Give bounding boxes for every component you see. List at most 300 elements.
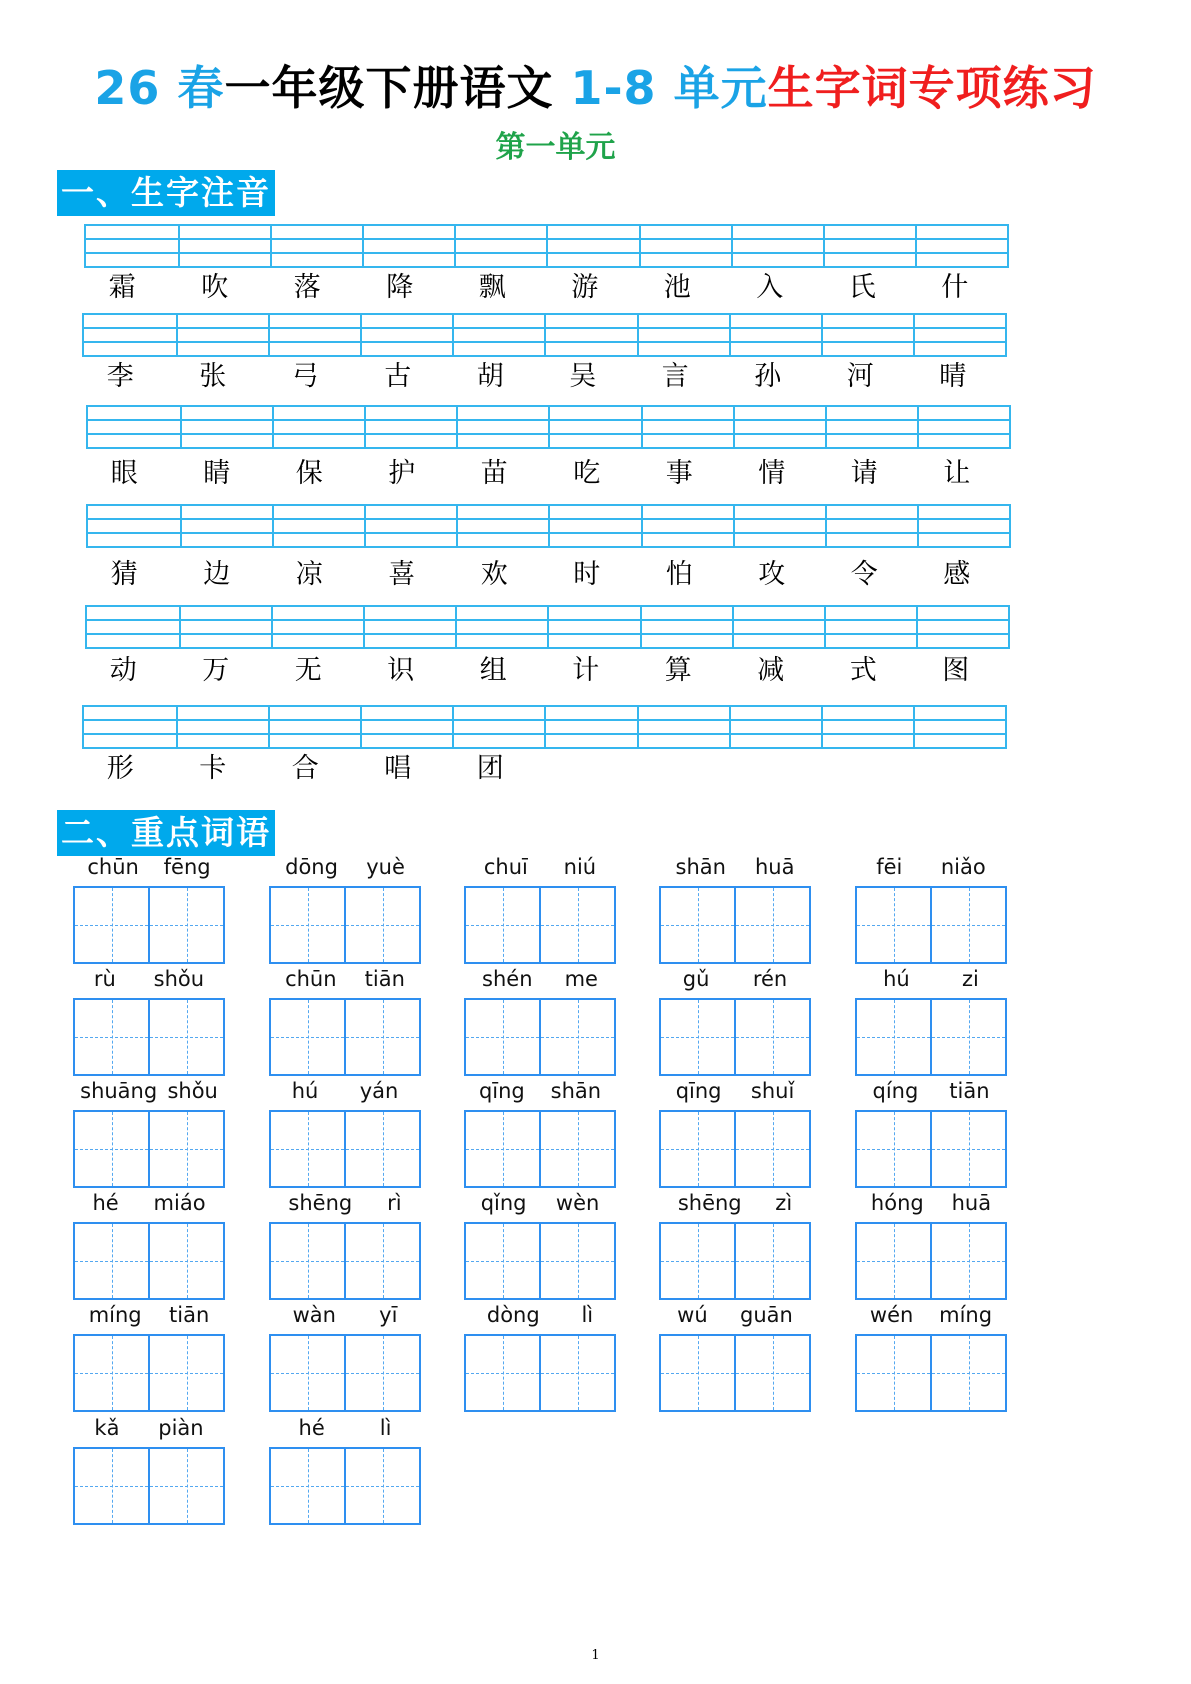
pinyin-cell[interactable]	[180, 506, 272, 546]
tianzige-box[interactable]	[73, 1334, 225, 1412]
tianzige-square[interactable]	[932, 886, 1007, 964]
pinyin-cell[interactable]	[548, 407, 640, 447]
tianzige-square[interactable]	[346, 1222, 421, 1300]
character: 古	[384, 361, 412, 392]
tianzige-square[interactable]	[73, 998, 150, 1076]
pinyin-cell[interactable]	[637, 707, 729, 747]
pinyin-cell[interactable]	[729, 315, 821, 355]
word-item	[659, 1076, 811, 1188]
tianzige-square[interactable]	[464, 1334, 541, 1412]
pinyin-syllable: hé	[92, 1191, 119, 1215]
pinyin-cell[interactable]	[180, 407, 272, 447]
pinyin-cell[interactable]	[733, 506, 825, 546]
pinyin-cell[interactable]	[360, 707, 452, 747]
tianzige-square[interactable]	[346, 1447, 421, 1525]
tianzige-square[interactable]	[464, 1222, 541, 1300]
word-pinyin	[464, 1076, 616, 1106]
pinyin-cell[interactable]	[637, 315, 729, 355]
pinyin-syllable: fēng	[163, 855, 211, 879]
character: 凉	[295, 559, 323, 590]
pinyin-cell[interactable]	[179, 607, 271, 647]
pinyin-cell[interactable]	[913, 315, 1005, 355]
tianzige-box[interactable]	[269, 1447, 421, 1525]
pinyin-cell[interactable]	[456, 506, 548, 546]
pinyin-writing-grid[interactable]	[82, 705, 1007, 749]
word-item	[269, 1076, 421, 1188]
tianzige-square[interactable]	[269, 998, 346, 1076]
pinyin-cell[interactable]	[639, 226, 731, 266]
pinyin-writing-grid[interactable]	[84, 224, 1009, 268]
character: 令	[850, 559, 878, 590]
character: 计	[572, 655, 600, 686]
tianzige-square[interactable]	[73, 1110, 150, 1188]
word-item	[269, 1300, 421, 1412]
pinyin-writing-grid[interactable]	[86, 405, 1011, 449]
tianzige-box[interactable]	[659, 1110, 811, 1188]
tianzige-box[interactable]	[73, 998, 225, 1076]
tianzige-square[interactable]	[932, 1110, 1007, 1188]
tianzige-square[interactable]	[736, 1334, 811, 1412]
pinyin-syllable: wén	[869, 1303, 914, 1327]
character: 怕	[665, 559, 693, 590]
pinyin-cell[interactable]	[825, 407, 917, 447]
tianzige-box[interactable]	[855, 886, 1007, 964]
word-item	[855, 964, 1007, 1076]
pinyin-writing-grid[interactable]	[85, 605, 1010, 649]
character: 团	[476, 753, 504, 784]
tianzige-square[interactable]	[150, 1222, 225, 1300]
pinyin-syllable: zi	[962, 967, 979, 991]
pinyin-syllable: dōng	[285, 855, 338, 879]
pinyin-syllable: rù	[93, 967, 116, 991]
pinyin-syllable: rì	[387, 1191, 402, 1215]
pinyin-cell[interactable]	[272, 407, 364, 447]
character: 识	[387, 655, 415, 686]
pinyin-cell[interactable]	[641, 506, 733, 546]
pinyin-cell[interactable]	[364, 506, 456, 546]
pinyin-syllable: qīng	[478, 1079, 525, 1103]
pinyin-syllable: qīng	[675, 1079, 722, 1103]
tianzige-square[interactable]	[855, 1222, 932, 1300]
word-pinyin	[269, 1076, 421, 1106]
pinyin-writing-grid[interactable]	[82, 313, 1007, 357]
word-item	[659, 1300, 811, 1412]
pinyin-cell[interactable]	[546, 226, 638, 266]
pinyin-cell[interactable]	[547, 607, 639, 647]
tianzige-square[interactable]	[269, 1222, 346, 1300]
pinyin-syllable: qíng	[872, 1079, 919, 1103]
pinyin-syllable: gǔ	[682, 967, 710, 991]
tianzige-square[interactable]	[269, 886, 346, 964]
word-pinyin	[269, 852, 421, 882]
tianzige-square[interactable]	[736, 1222, 811, 1300]
title-part: 26 春	[94, 61, 225, 115]
character: 孙	[754, 361, 782, 392]
word-pinyin	[73, 1300, 225, 1330]
pinyin-cell[interactable]	[821, 315, 913, 355]
tianzige-box[interactable]	[73, 1110, 225, 1188]
tianzige-square[interactable]	[659, 886, 736, 964]
word-pinyin	[659, 1188, 811, 1218]
page-number: 1	[591, 1648, 600, 1663]
character: 减	[757, 655, 785, 686]
word-item	[73, 1300, 225, 1412]
tianzige-square[interactable]	[464, 998, 541, 1076]
tianzige-box[interactable]	[269, 1334, 421, 1412]
pinyin-syllable: míng	[88, 1303, 142, 1327]
word-item	[73, 852, 225, 964]
word-pinyin	[269, 1413, 421, 1443]
tianzige-box[interactable]	[855, 1334, 1007, 1412]
word-item	[269, 964, 421, 1076]
pinyin-syllable: chuī	[483, 855, 528, 879]
tianzige-square[interactable]	[855, 998, 932, 1076]
tianzige-box[interactable]	[269, 998, 421, 1076]
character-row	[78, 454, 1003, 494]
tianzige-square[interactable]	[541, 998, 616, 1076]
pinyin-cell[interactable]	[917, 506, 1009, 546]
tianzige-square[interactable]	[541, 1110, 616, 1188]
tianzige-box[interactable]	[659, 886, 811, 964]
word-item	[464, 1188, 616, 1300]
pinyin-cell[interactable]	[452, 707, 544, 747]
pinyin-cell[interactable]	[915, 226, 1007, 266]
character: 眼	[110, 458, 138, 489]
pinyin-syllable: rén	[752, 967, 788, 991]
pinyin-cell[interactable]	[360, 315, 452, 355]
pinyin-cell[interactable]	[454, 226, 546, 266]
character: 万	[202, 655, 230, 686]
character-row	[74, 357, 999, 397]
pinyin-syllable: hú	[291, 1079, 319, 1103]
pinyin-syllable: tiān	[169, 1303, 210, 1327]
pinyin-syllable: wú	[677, 1303, 708, 1327]
tianzige-box[interactable]	[855, 1110, 1007, 1188]
character	[629, 749, 722, 789]
pinyin-cell[interactable]	[452, 315, 544, 355]
character-row	[78, 555, 1003, 595]
word-item	[659, 964, 811, 1076]
character: 猜	[110, 559, 138, 590]
character: 事	[665, 458, 693, 489]
pinyin-syllable: shēng	[288, 1191, 353, 1215]
tianzige-box[interactable]	[73, 1222, 225, 1300]
character: 飘	[478, 272, 506, 303]
title-part: 生字词专项练习	[767, 61, 1097, 115]
pinyin-syllable: shén	[482, 967, 533, 991]
pinyin-syllable: tiān	[364, 967, 405, 991]
character: 保	[295, 458, 323, 489]
pinyin-cell[interactable]	[640, 607, 732, 647]
tianzige-square[interactable]	[855, 886, 932, 964]
pinyin-cell[interactable]	[823, 226, 915, 266]
pinyin-cell[interactable]	[913, 707, 1005, 747]
pinyin-syllable: míng	[939, 1303, 993, 1327]
pinyin-cell[interactable]	[176, 707, 268, 747]
tianzige-box[interactable]	[659, 1222, 811, 1300]
tianzige-square[interactable]	[659, 1222, 736, 1300]
pinyin-cell[interactable]	[548, 506, 640, 546]
tianzige-square[interactable]	[855, 1110, 932, 1188]
title-part: 1-8 单元	[570, 61, 768, 115]
tianzige-square[interactable]	[346, 1334, 421, 1412]
tianzige-square[interactable]	[541, 1334, 616, 1412]
character: 欢	[480, 559, 508, 590]
pinyin-cell[interactable]	[268, 707, 360, 747]
character-row	[77, 651, 1002, 691]
pinyin-syllable: hú	[883, 967, 910, 991]
pinyin-syllable: tiān	[949, 1079, 990, 1103]
pinyin-syllable: shān	[550, 1079, 602, 1103]
pinyin-cell[interactable]	[178, 226, 270, 266]
character: 吹	[201, 272, 229, 303]
character: 落	[293, 272, 321, 303]
tianzige-square[interactable]	[73, 886, 150, 964]
word-pinyin	[464, 964, 616, 994]
tianzige-square[interactable]	[269, 1334, 346, 1412]
pinyin-writing-grid[interactable]	[86, 504, 1011, 548]
tianzige-square[interactable]	[464, 1110, 541, 1188]
character: 言	[661, 361, 689, 392]
tianzige-square[interactable]	[932, 1222, 1007, 1300]
tianzige-square[interactable]	[73, 1222, 150, 1300]
character: 情	[758, 458, 786, 489]
tianzige-box[interactable]	[269, 1110, 421, 1188]
pinyin-syllable: fēi	[876, 855, 903, 879]
pinyin-syllable: hóng	[870, 1191, 924, 1215]
character: 张	[199, 361, 227, 392]
word-item	[659, 852, 811, 964]
pinyin-syllable: huā	[951, 1191, 992, 1215]
word-pinyin	[464, 1300, 616, 1330]
character: 感	[943, 559, 971, 590]
character: 让	[943, 458, 971, 489]
pinyin-syllable: huā	[754, 855, 795, 879]
tianzige-square[interactable]	[346, 1110, 421, 1188]
pinyin-syllable: chūn	[285, 967, 337, 991]
tianzige-box[interactable]	[464, 1110, 616, 1188]
tianzige-box[interactable]	[269, 886, 421, 964]
pinyin-syllable: wèn	[555, 1191, 600, 1215]
character: 无	[294, 655, 322, 686]
pinyin-syllable: shǒu	[167, 1079, 218, 1103]
pinyin-syllable: me	[564, 967, 598, 991]
character: 苗	[480, 458, 508, 489]
tianzige-box[interactable]	[855, 998, 1007, 1076]
word-item	[855, 1300, 1007, 1412]
pinyin-syllable: piàn	[158, 1416, 204, 1440]
word-pinyin	[73, 1188, 225, 1218]
tianzige-square[interactable]	[736, 1110, 811, 1188]
word-pinyin	[73, 1076, 225, 1106]
pinyin-cell[interactable]	[272, 506, 364, 546]
character: 睛	[203, 458, 231, 489]
word-pinyin	[855, 1300, 1007, 1330]
pinyin-cell[interactable]	[544, 707, 636, 747]
word-item	[464, 964, 616, 1076]
tianzige-box[interactable]	[464, 998, 616, 1076]
tianzige-square[interactable]	[932, 998, 1007, 1076]
pinyin-syllable: wàn	[292, 1303, 336, 1327]
pinyin-cell[interactable]	[733, 407, 825, 447]
character: 攻	[758, 559, 786, 590]
word-pinyin	[855, 852, 1007, 882]
word-item	[464, 852, 616, 964]
tianzige-box[interactable]	[659, 998, 811, 1076]
character	[814, 749, 907, 789]
word-pinyin	[855, 964, 1007, 994]
pinyin-cell[interactable]	[88, 407, 180, 447]
tianzige-box[interactable]	[464, 1222, 616, 1300]
word-item	[659, 1188, 811, 1300]
character: 卡	[199, 753, 227, 784]
character: 唱	[384, 753, 412, 784]
pinyin-syllable: zì	[775, 1191, 793, 1215]
tianzige-square[interactable]	[346, 886, 421, 964]
word-pinyin	[269, 1188, 421, 1218]
pinyin-syllable: lì	[581, 1303, 594, 1327]
tianzige-box[interactable]	[269, 1222, 421, 1300]
character: 降	[386, 272, 414, 303]
tianzige-square[interactable]	[855, 1334, 932, 1412]
word-pinyin	[659, 1076, 811, 1106]
tianzige-square[interactable]	[541, 1222, 616, 1300]
word-pinyin	[73, 1413, 225, 1443]
pinyin-syllable: miáo	[153, 1191, 206, 1215]
pinyin-syllable: shǒu	[153, 967, 205, 991]
pinyin-cell[interactable]	[364, 407, 456, 447]
character: 李	[106, 361, 134, 392]
pinyin-cell[interactable]	[824, 607, 916, 647]
tianzige-square[interactable]	[932, 1334, 1007, 1412]
character: 氏	[848, 272, 876, 303]
character-row	[74, 749, 999, 789]
tianzige-square[interactable]	[736, 998, 811, 1076]
tianzige-box[interactable]	[464, 1334, 616, 1412]
pinyin-syllable: shuǐ	[750, 1079, 795, 1103]
pinyin-cell[interactable]	[362, 226, 454, 266]
pinyin-cell[interactable]	[641, 407, 733, 447]
tianzige-square[interactable]	[150, 998, 225, 1076]
pinyin-cell[interactable]	[732, 607, 824, 647]
pinyin-cell[interactable]	[87, 607, 179, 647]
pinyin-cell[interactable]	[544, 315, 636, 355]
section-heading-pinyin: 一、生字注音	[57, 170, 275, 216]
tianzige-square[interactable]	[659, 1334, 736, 1412]
word-item	[269, 1188, 421, 1300]
word-item	[855, 852, 1007, 964]
word-pinyin	[269, 1300, 421, 1330]
character: 什	[941, 272, 969, 303]
pinyin-syllable: shuāng	[80, 1079, 158, 1103]
pinyin-syllable: yán	[359, 1079, 399, 1103]
pinyin-syllable: guān	[739, 1303, 793, 1327]
pinyin-syllable: dòng	[486, 1303, 540, 1327]
pinyin-cell[interactable]	[270, 226, 362, 266]
tianzige-box[interactable]	[464, 886, 616, 964]
tianzige-square[interactable]	[73, 1334, 150, 1412]
character: 组	[479, 655, 507, 686]
pinyin-cell[interactable]	[917, 407, 1009, 447]
character: 边	[203, 559, 231, 590]
word-pinyin	[659, 1300, 811, 1330]
word-pinyin	[659, 852, 811, 882]
pinyin-cell[interactable]	[456, 407, 548, 447]
tianzige-square[interactable]	[269, 1110, 346, 1188]
tianzige-square[interactable]	[150, 1447, 225, 1525]
pinyin-cell[interactable]	[268, 315, 360, 355]
character: 喜	[388, 559, 416, 590]
word-item	[73, 1076, 225, 1188]
character-row	[76, 268, 1001, 308]
character: 吃	[573, 458, 601, 489]
character: 算	[664, 655, 692, 686]
pinyin-cell[interactable]	[88, 506, 180, 546]
tianzige-square[interactable]	[150, 886, 225, 964]
pinyin-cell[interactable]	[821, 707, 913, 747]
character	[907, 749, 1000, 789]
character: 吴	[569, 361, 597, 392]
tianzige-square[interactable]	[73, 1447, 150, 1525]
pinyin-cell[interactable]	[916, 607, 1008, 647]
tianzige-square[interactable]	[541, 886, 616, 964]
tianzige-square[interactable]	[464, 886, 541, 964]
word-item	[73, 964, 225, 1076]
tianzige-box[interactable]	[73, 1447, 225, 1525]
tianzige-box[interactable]	[855, 1222, 1007, 1300]
character: 河	[846, 361, 874, 392]
pinyin-cell[interactable]	[271, 607, 363, 647]
word-pinyin	[659, 964, 811, 994]
pinyin-cell[interactable]	[455, 607, 547, 647]
pinyin-syllable: kǎ	[94, 1416, 120, 1440]
pinyin-syllable: chūn	[87, 855, 139, 879]
section-heading-words: 二、重点词语	[57, 810, 275, 856]
character: 动	[109, 655, 137, 686]
pinyin-cell[interactable]	[84, 707, 176, 747]
tianzige-square[interactable]	[150, 1110, 225, 1188]
character: 霜	[108, 272, 136, 303]
pinyin-cell[interactable]	[825, 506, 917, 546]
character: 时	[573, 559, 601, 590]
word-item	[73, 1188, 225, 1300]
pinyin-syllable: shān	[675, 855, 726, 879]
pinyin-cell[interactable]	[86, 226, 178, 266]
tianzige-square[interactable]	[736, 886, 811, 964]
pinyin-cell[interactable]	[176, 315, 268, 355]
pinyin-cell[interactable]	[729, 707, 821, 747]
pinyin-syllable: niú	[563, 855, 597, 879]
pinyin-cell[interactable]	[731, 226, 823, 266]
tianzige-box[interactable]	[73, 886, 225, 964]
character: 晴	[939, 361, 967, 392]
tianzige-box[interactable]	[659, 1334, 811, 1412]
pinyin-syllable: shēng	[677, 1191, 742, 1215]
pinyin-cell[interactable]	[363, 607, 455, 647]
tianzige-square[interactable]	[659, 1110, 736, 1188]
character: 形	[106, 753, 134, 784]
tianzige-square[interactable]	[346, 998, 421, 1076]
character: 弓	[291, 361, 319, 392]
tianzige-square[interactable]	[659, 998, 736, 1076]
tianzige-square[interactable]	[150, 1334, 225, 1412]
character: 护	[388, 458, 416, 489]
word-pinyin	[855, 1188, 1007, 1218]
word-pinyin	[464, 852, 616, 882]
word-pinyin	[73, 852, 225, 882]
pinyin-cell[interactable]	[84, 315, 176, 355]
tianzige-square[interactable]	[269, 1447, 346, 1525]
